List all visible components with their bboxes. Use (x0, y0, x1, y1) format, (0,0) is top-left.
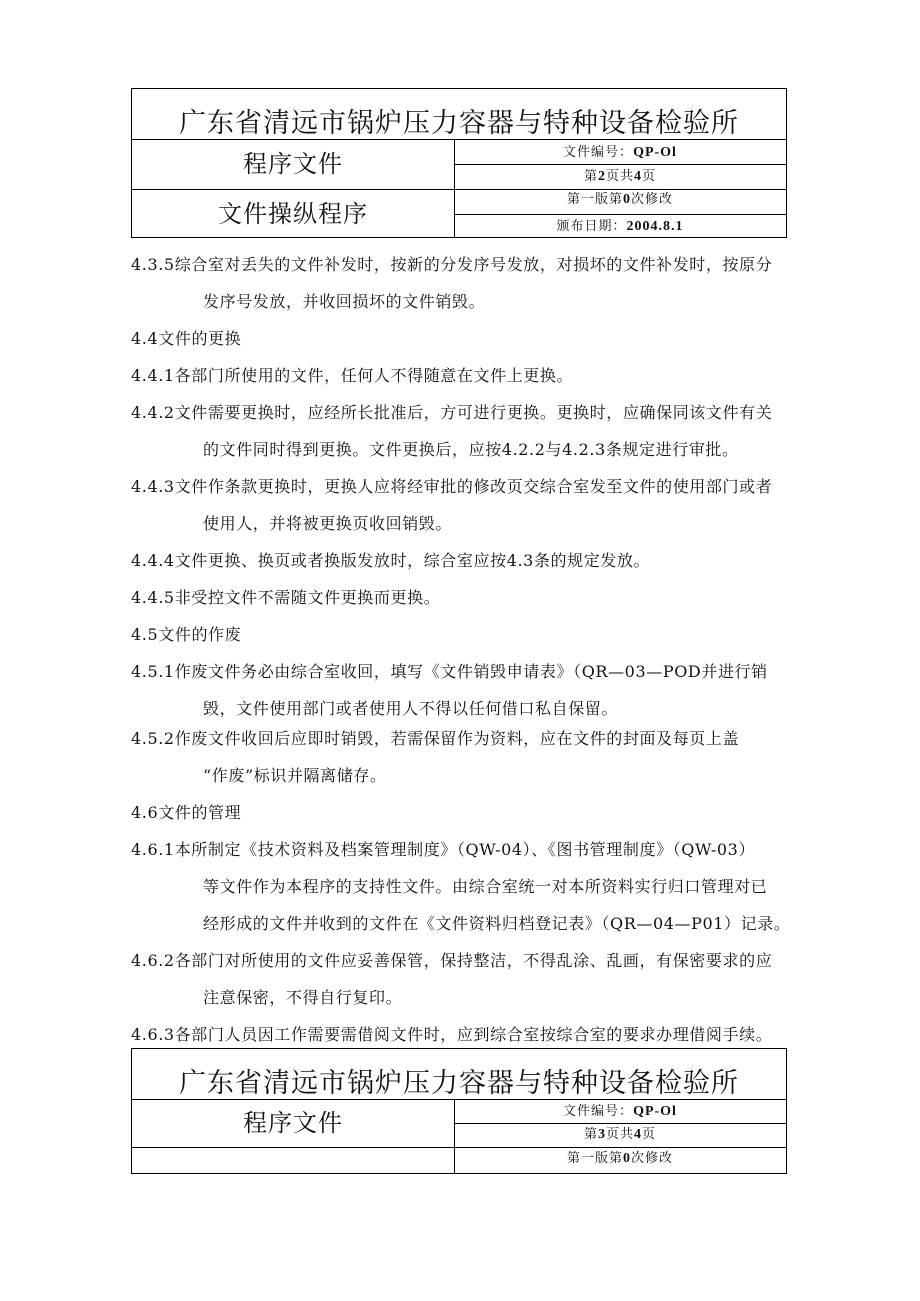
paragraph: 4.3.5综合室对丢失的文件补发时，按新的分发序号发放，对损坏的文件补发时，按原分 发序号发放，并收回损坏的文件销毁。 (131, 255, 773, 311)
page-indicator (454, 164, 786, 189)
total-pages: 4 (634, 1127, 642, 1142)
paragraph: 4.4.3文件作条款更换时，更换人应将经审批的修改页交综合室发至文件的使用部门或者 使用人，并将被更换页收回销毁。 (131, 477, 773, 533)
revision-number: 0 (623, 192, 631, 207)
organization-title: 广东省清远市锅炉压力容器与特种设备检验所 (132, 1049, 786, 1100)
page-indicator (454, 1123, 786, 1147)
paragraph: 4.4.1各部门所使用的文件，任何人不得随意在文件上更换。 (131, 366, 574, 385)
page-mid: 页共 (605, 169, 634, 184)
current-page: 2 (597, 169, 606, 184)
page-suffix: 页 (642, 169, 657, 184)
edition-suffix: 次修改 (631, 192, 674, 207)
doc-number-value: QP-Ol (633, 1104, 677, 1119)
doc-number-label: 文件编号： (563, 1104, 634, 1119)
document-type: 程序文件 (243, 150, 343, 178)
edition-suffix: 次修改 (631, 1151, 674, 1166)
paragraph: 4.5.1作废文件务必由综合室收回，填写《文件销毁申请表》（QR—03—POD并进行销 毁，文件使用部门或者使用人不得以任何借口私自保留。 (131, 662, 768, 718)
paragraph: 4.4.4文件更换、换页或者换版发放时，综合室应按4.3条的规定发放。 (131, 551, 651, 570)
edition-info (454, 189, 786, 214)
doc-number-value: QP-Ol (633, 145, 677, 160)
paragraph: 4.6.2各部门对所使用的文件应妥善保管，保持整洁，不得乱涂、乱画，有保密要求的应 注意保密，不得自行复印。 (131, 951, 773, 1007)
document-name: 文件操纵程序 (218, 200, 368, 228)
edition-prefix: 第一版第 (566, 1151, 623, 1166)
edition-prefix: 第一版第 (566, 192, 623, 207)
section-heading: 4.4文件的更换 (131, 329, 242, 348)
document-number (454, 139, 786, 164)
issue-date (454, 214, 786, 239)
document-header-table (131, 88, 787, 238)
issue-date-label: 颁布日期： (556, 219, 627, 234)
document-type: 程序文件 (243, 1109, 343, 1137)
page-mid: 页共 (605, 1127, 634, 1142)
current-page: 3 (597, 1127, 606, 1142)
document-number (454, 1099, 786, 1123)
section-heading: 4.6文件的管理 (131, 803, 242, 822)
doc-number-label: 文件编号： (563, 145, 634, 160)
page-prefix: 第 (583, 169, 598, 184)
document-header-table (131, 1048, 787, 1174)
total-pages: 4 (634, 169, 642, 184)
revision-number: 0 (623, 1151, 631, 1166)
section-heading: 4.5文件的作废 (131, 625, 242, 644)
page-suffix: 页 (642, 1127, 657, 1142)
paragraph: 4.5.2作废文件收回后应即时销毁，若需保留作为资料，应在文件的封面及每页上盖 “作废”标识并隔离储存。 (131, 729, 740, 785)
organization-title: 广东省清远市锅炉压力容器与特种设备检验所 (132, 89, 786, 140)
issue-date-value: 2004.8.1 (626, 219, 684, 234)
paragraph: 4.4.5非受控文件不需随文件更换而更换。 (131, 588, 441, 607)
edition-info (454, 1147, 786, 1175)
paragraph: 4.6.3各部门人员因工作需要需借阅文件时，应到综合室按综合室的要求办理借阅手续。 (131, 1025, 773, 1044)
paragraph: 4.6.1本所制定《技术资料及档案管理制度》（QW-04）、《图书管理制度》（QW-03） 等文件作为本程序的支持性文件。由综合室统一对本所资料实行归口管理对已 经形成的文件并收到的文件在《文件资料归档登记表》（QR—04—P01）记录。 (131, 840, 791, 933)
page-prefix: 第 (583, 1127, 598, 1142)
paragraph: 4.4.2文件需要更换时，应经所长批准后，方可进行更换。更换时，应确保同该文件有关 的文件同时得到更换。文件更换后，应按4.2.2与4.2.3条规定进行审批。 (131, 403, 773, 459)
